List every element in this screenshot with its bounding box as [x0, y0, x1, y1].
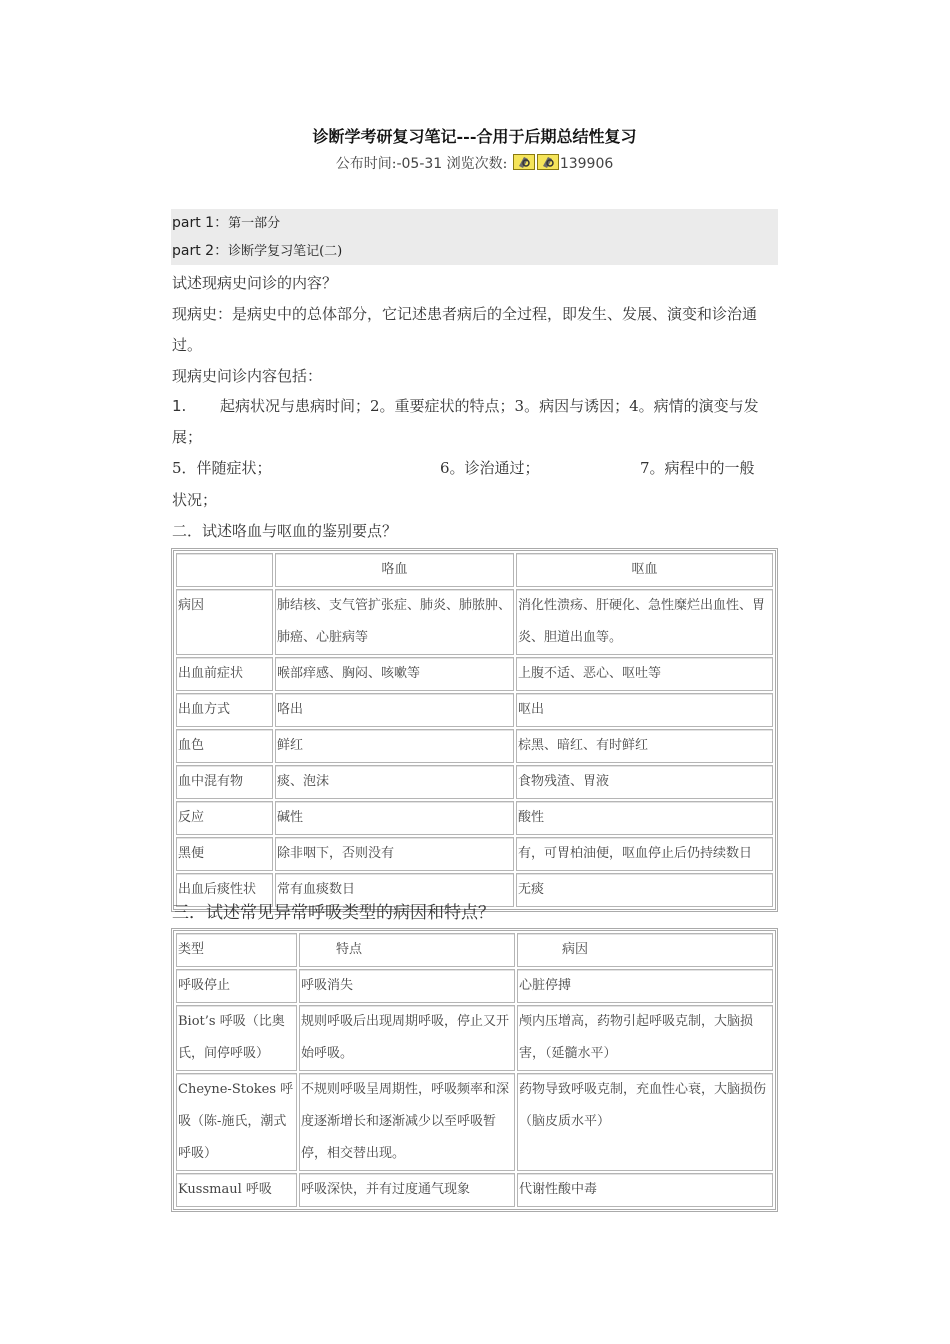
table-cell: 喉部痒感、胸闷、咳嗽等 — [275, 657, 514, 691]
part-link-1[interactable] — [171, 209, 778, 237]
table-row — [176, 657, 773, 691]
table-row — [176, 1005, 773, 1071]
part-link-2[interactable] — [171, 237, 778, 265]
table-cell: 出血方式 — [176, 693, 273, 727]
table-cell: 不规则呼吸呈周期性，呼吸频率和深度逐渐增长和逐渐减少以至呼吸暂停，相交替出现。 — [299, 1073, 515, 1171]
table-cell: 血色 — [176, 729, 273, 763]
part-1-text: 第一部分 — [228, 216, 281, 231]
part-2-text: 诊断学复习笔记(二) — [228, 244, 343, 259]
table-cell: 酸性 — [516, 801, 773, 835]
table-row — [176, 801, 773, 835]
publish-date: -05-31 — [396, 156, 443, 172]
table-cell: 病因 — [176, 589, 273, 655]
table-header-cell: 类型 — [176, 933, 297, 967]
q3-heading: 三．试述常见异常呼吸类型的病因和特点？ — [172, 903, 495, 923]
table-header-cell: 病因 — [517, 933, 773, 967]
table-cell: 心脏停搏 — [517, 969, 773, 1003]
table-cell: 反应 — [176, 801, 273, 835]
table-cell: 呼吸停止 — [176, 969, 297, 1003]
q1-intro: 现病史问诊内容包括： — [172, 367, 323, 385]
q1-item-number: 1. — [172, 397, 187, 415]
publish-label: 公布时间: — [335, 156, 397, 172]
table-cell: 呼吸消失 — [299, 969, 515, 1003]
table-row — [176, 589, 773, 655]
part-links — [171, 209, 778, 265]
table-cell: Cheyne-Stokes 呼吸（陈-施氏，潮式呼吸） — [176, 1073, 297, 1171]
q1-items-1-4 — [172, 391, 777, 453]
table-cell: 碱性 — [275, 801, 514, 835]
table-cell: 上腹不适、恶心、呕吐等 — [516, 657, 773, 691]
hemoptysis-hematemesis-table — [171, 548, 778, 912]
view-counter-icon — [513, 154, 559, 174]
table-cell: 规则呼吸后出现周期呼吸，停止又开始呼吸。 — [299, 1005, 515, 1071]
table-cell: 棕黑、暗红、有时鲜红 — [516, 729, 773, 763]
table-cell: 血中混有物 — [176, 765, 273, 799]
table-cell: 呼吸深快，并有过度通气现象 — [299, 1173, 515, 1207]
q1-item-5: 5．伴随症状； — [172, 459, 272, 477]
table-cell: 呕出 — [516, 693, 773, 727]
table-cell: 除非咽下，否则没有 — [275, 837, 514, 871]
publish-meta — [171, 153, 778, 174]
table-header-cell: 特点 — [299, 933, 515, 967]
table-cell: 代谢性酸中毒 — [517, 1173, 773, 1207]
table-header-cell: 咯血 — [275, 553, 514, 587]
q1-question: 试述现病史问诊的内容？ — [172, 274, 338, 292]
q1-items-text: 起病状况与患病时间；2。重要症状的特点；3。病因与诱因；4。病情的演变与发展； — [172, 397, 759, 446]
q1-items-5-7 — [172, 453, 777, 484]
table-cell: 无痰 — [516, 873, 773, 907]
table-cell: 出血前症状 — [176, 657, 273, 691]
q1-item-7: 7。病程中的一般 — [640, 459, 755, 477]
part-1-key: part 1： — [172, 215, 229, 231]
table-cell: 黑便 — [176, 837, 273, 871]
table-header-cell — [176, 553, 273, 587]
table-row — [176, 837, 773, 871]
table-header-row — [176, 933, 773, 967]
table-cell: 出血后痰性状 — [176, 873, 273, 907]
table-cell: 咯出 — [275, 693, 514, 727]
table-header-cell: 呕血 — [516, 553, 773, 587]
views-count: 139906 — [559, 156, 614, 172]
table-row — [176, 969, 773, 1003]
table-cell: 消化性溃疡、肝硬化、急性糜烂出血性、胃炎、胆道出血等。 — [516, 589, 773, 655]
table-cell: 颅内压增高，药物引起呼吸克制，大脑损害，（延髓水平） — [517, 1005, 773, 1071]
table-row — [176, 1173, 773, 1207]
q1-item-6: 6。诊治通过； — [440, 459, 540, 477]
table-cell: 食物残渣、胃液 — [516, 765, 773, 799]
table-cell: Kussmaul 呼吸 — [176, 1173, 297, 1207]
table-cell: 药物导致呼吸克制，充血性心衰，大脑损伤（脑皮质水平） — [517, 1073, 773, 1171]
table-row — [176, 729, 773, 763]
table-cell: Biot’s 呼吸（比奥氏，间停呼吸） — [176, 1005, 297, 1071]
table-row — [176, 1073, 773, 1171]
table-cell: 痰、泡沫 — [275, 765, 514, 799]
table-row — [176, 765, 773, 799]
document-title: 诊断学考研复习笔记---合用于后期总结性复习 — [312, 127, 637, 146]
part-2-key: part 2： — [172, 243, 229, 259]
q1-definition: 现病史：是病史中的总体部分，它记述患者病后的全过程，即发生、发展、演变和诊治通过。 — [172, 305, 758, 354]
table-cell: 鲜红 — [275, 729, 514, 763]
table-cell: 肺结核、支气管扩张症、肺炎、肺脓肿、肺癌、心脏病等 — [275, 589, 514, 655]
table-row — [176, 693, 773, 727]
views-label: 浏览次数: — [446, 156, 508, 172]
table-cell: 常有血痰数日 — [275, 873, 514, 907]
q1-item-7-cont: 状况； — [172, 491, 218, 509]
abnormal-breathing-table — [171, 928, 778, 1212]
table-cell: 有，可胃柏油便，呕血停止后仍持续数日 — [516, 837, 773, 871]
table-header-row — [176, 553, 773, 587]
q2-heading: 二．试述咯血与呕血的鉴别要点？ — [172, 522, 398, 540]
